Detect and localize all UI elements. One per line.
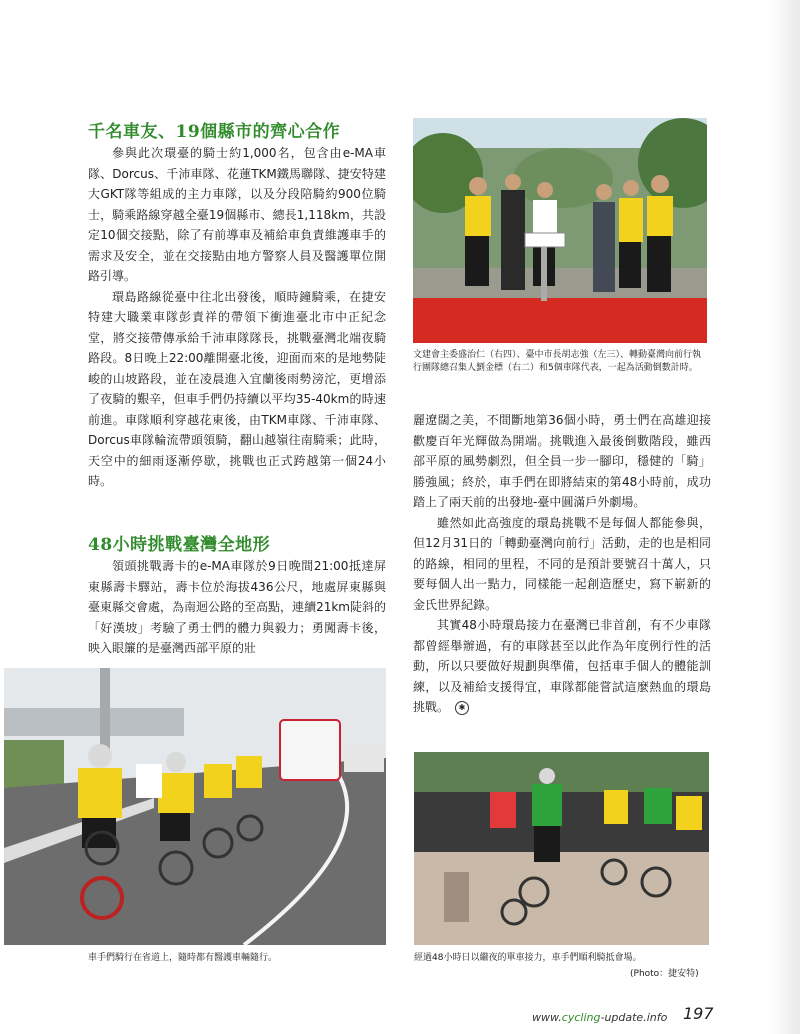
ceremony-illustration: [413, 118, 707, 343]
page-edge-shadow: [770, 0, 800, 1034]
caption-arrival: 經過48小時日以繼夜的單車接力，車手們順利騎抵會場。: [414, 953, 642, 963]
photo-road-ride: [4, 668, 386, 945]
end-of-article-icon: ✱: [455, 701, 469, 715]
paragraph: 雖然如此高強度的環島挑戰不是每個人都能參與，但12月31日的「轉動臺灣向前行」活動，走的也是相同的路線，相同的里程，不同的是預計要號召十萬人，只要每個人出一點力，同樣能一起創造歷史，寫下嶄新的金氏世界紀錄。: [413, 515, 711, 612]
arrival-illustration: [414, 752, 709, 945]
paragraph: 麗遼闊之美，不間斷地第36個小時，勇士們在高雄迎接歡慶百年光輝做為開端。挑戰進入最後倒數階段，雖西部平原的風勢劇烈，但全員一步一腳印，穩健的「騎」勝強風；終於，車手們在即將結束的第48小時前，成功踏上了兩天前的出發地-臺中圓滿戶外劇場。: [413, 413, 711, 509]
paragraph: 領頭挑戰壽卡的e-MA車隊於9日晚間21:00抵達屏東縣壽卡驛站，壽卡位於海拔436公尺，地處屏東縣與臺東縣交會處，為南迴公路的至高點，連續21km陡斜的「好漢坡」考驗了勇士們的體力與毅力；勇闖壽卡後，映入眼簾的是臺灣西部平原的壯: [88, 559, 386, 655]
paragraph: 環島路線從臺中往北出發後，順時鐘騎乘，在捷安特建大職業車隊彭責祥的帶領下衝進臺北市中正紀念堂，將交接帶傳承給千沛車隊隊長，挑戰臺灣北端夜騎路段。8日晚上22:00離開臺北後，迎面而來的是地勢陡峻的山坡路段，並在凌晨進入宜蘭後雨勢滂沱，更增添了夜騎的艱辛，但車手們仍持續以平均35-40km的時速前進。車隊順利穿越花東後，由TKM車隊、千沛車隊、Dorcus車隊輪流帶頭領騎，翻山越嶺往南騎乘；此時，天空中的細雨逐漸停歇，挑戰也正式跨越第一個24小時。: [88, 289, 386, 488]
footer-url-accent: cycling: [561, 1011, 601, 1024]
photo-credit: (Photo：捷安特): [630, 969, 699, 979]
article-column-right: [413, 410, 711, 718]
footer-url-prefix: www.: [532, 1011, 562, 1024]
footer-url: [532, 1011, 667, 1024]
article-column-left-2: [88, 556, 386, 659]
section-heading-cooperation: 千名車友、19個縣市的齊心合作: [88, 122, 341, 142]
page-number: 197: [683, 1004, 714, 1023]
photo-arrival: [414, 752, 709, 945]
caption-road: 車手們騎行在省道上，隨時都有醫護車輛隨行。: [88, 953, 278, 963]
paragraph-text: 其實48小時環島接力在臺灣已非首創，有不少車隊都曾經舉辦過，有的車隊甚至以此作為年度例行性的活動，所以只要做好規劃與準備，包括車手個人的體能訓練，以及補給支援得宜，車隊都能嘗試這麼熱血的環島挑戰。: [413, 618, 711, 714]
paragraph: 參與此次環臺的騎士約1,000名，包含由e-MA車隊、Dorcus、千沛車隊、花蓮TKM鐵馬聯隊、捷安特建大GKT隊等組成的主力車隊，以及分段陪騎約900位騎士，騎乘路線穿越全臺19個縣市、總長1,118km，共設定10個交接點，除了有前導車及補給車負責維護車手的需求及安全，並在交接點由地方警察人員及醫護單位開路引導。: [88, 146, 386, 283]
article-column-left: [88, 143, 386, 492]
caption-ceremony: 文建會主委盛治仁（右四）、臺中市長胡志強（左三）、轉動臺灣向前行執行團隊總召集人劉金標（右二）和5個車隊代表，一起為活動倒數計時。: [413, 350, 702, 373]
section-heading-48h: 48小時挑戰臺灣全地形: [88, 535, 271, 555]
road-ride-illustration: [4, 668, 386, 945]
paragraph: [413, 615, 711, 718]
photo-ceremony: [413, 118, 707, 343]
footer-url-suffix: -update.info: [600, 1011, 668, 1024]
